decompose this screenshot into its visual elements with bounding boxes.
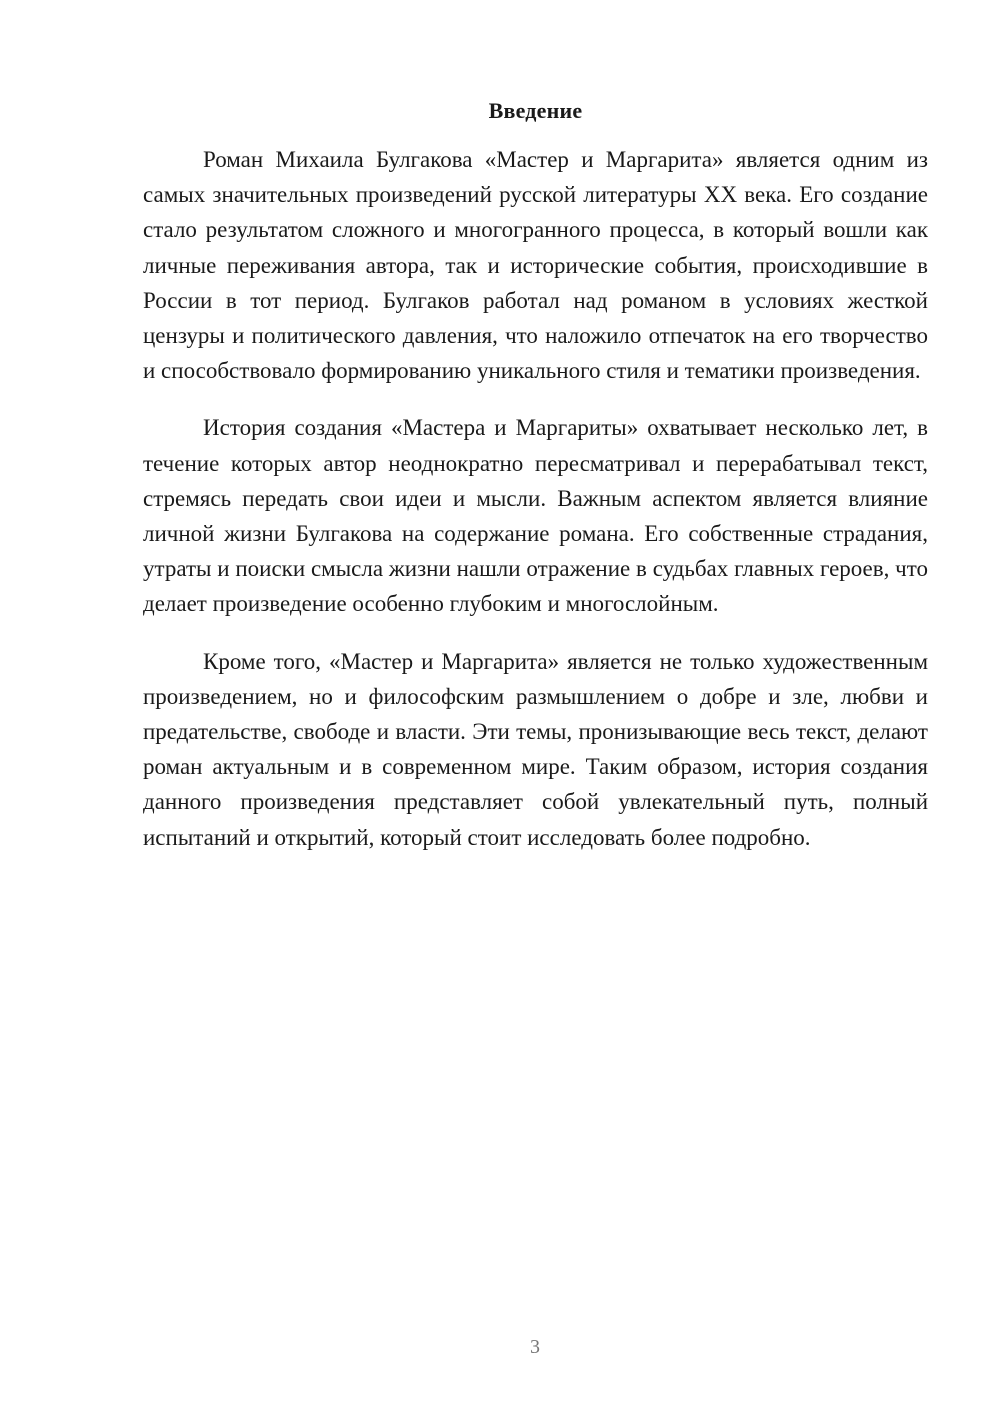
- document-body: [143, 142, 928, 877]
- page-number: 3: [530, 1336, 540, 1358]
- paragraph-2: История создания «Мастера и Маргариты» охватывает несколько лет, в течение которых автор неоднократно пересматривал и перерабатывал текст, стремясь передать свои идеи и мысли. Важным аспектом является влияние личной жизни Булгакова на содержание романа. Его собственные страдания, утраты и поиски смысла жизни нашли отражение в судьбах главных героев, что делает произведение особенно глубоким и многослойным.: [143, 415, 928, 617]
- page-title: Введение: [488, 98, 583, 123]
- paragraph-1: Роман Михаила Булгакова «Мастер и Маргарита» является одним из самых значительных произведений русской литературы XX века. Его создание стало результатом сложного и многогранного процесса, в который вошли как личные переживания автора, так и исторические события, происходившие в России в тот период. Булгаков работал над романом в условиях жесткой цензуры и политического давления, что наложило отпечаток на его творчество и способствовало формированию уникального стиля и тематики произведения.: [143, 147, 928, 384]
- paragraph-3: Кроме того, «Мастер и Маргарита» является не только художественным произведением, но и философским размышлением о добре и зле, любви и предательстве, свободе и власти. Эти темы, пронизывающие весь текст, делают роман актуальным и в современном мире. Таким образом, история создания данного произведения представляет собой увлекательный путь, полный испытаний и открытий, который стоит исследовать более подробно.: [143, 648, 928, 850]
